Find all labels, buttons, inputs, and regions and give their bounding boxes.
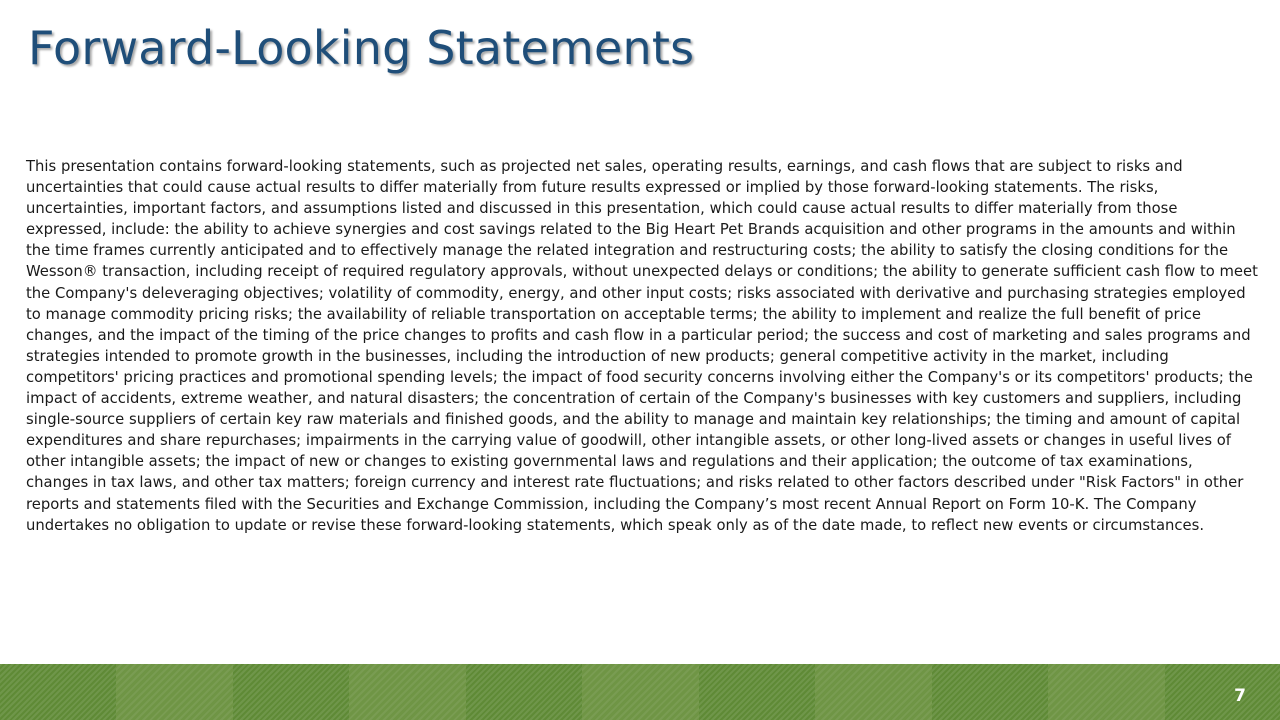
footer-pattern-block <box>1165 664 1280 720</box>
page-number: 7 <box>1234 686 1246 706</box>
disclaimer-paragraph: This presentation contains forward-looking statements, such as projected net sales, operating results, earnings, and cash flows that are subject to risks and uncertainties that could cause actual results to differ materially from future results expressed or implied by those forward-looking statements. The risks, uncertainties, important factors, and assumptions listed and discussed in this presentation, which could cause actual results to differ materially from those expressed, include: the ability to achieve synergies and cost savings related to the Big Heart Pet Brands acquisition and other programs in the amounts and within the time frames currently anticipated and to effectively manage the related integration and restructuring costs; the ability to satisfy the closing conditions for the Wesson® transaction, including receipt of required regulatory approvals, without unexpected delays or conditions; the ability to generate sufficient cash flow to meet the Company's deleveraging objectives; volatility of commodity, energy, and other input costs; risks associated with derivative and purchasing strategies employed to manage commodity pricing risks; the availability of reliable transportation on acceptable terms; the ability to implement and realize the full benefit of price changes, and the impact of the timing of the price changes to profits and cash flow in a particular period; the success and cost of marketing and sales programs and strategies intended to promote growth in the businesses, including the introduction of new products; general competitive activity in the market, including competitors' pricing practices and promotional spending levels; the impact of food security concerns involving either the Company's or its competitors' products; the impact of accidents, extreme weather, and natural disasters; the concentration of certain of the Company's businesses with key customers and suppliers, including single-source suppliers of certain key raw materials and finished goods, and the ability to manage and maintain key relationships; the timing and amount of capital expenditures and share repurchases; impairments in the carrying value of goodwill, other intangible assets, or other long-lived assets or changes in useful lives of other intangible assets; the impact of new or changes to existing governmental laws and regulations and their application; the outcome of tax examinations, changes in tax laws, and other tax matters; foreign currency and interest rate fluctuations; and risks related to other factors described under "Risk Factors" in other reports and statements filed with the Securities and Exchange Commission, including the Company’s most recent Annual Report on Form 10-K. The Company undertakes no obligation to update or revise these forward-looking statements, which speak only as of the date made, to reflect new events or circumstances. <box>26 158 1258 534</box>
footer-pattern-block <box>0 664 116 720</box>
slide-title: Forward-Looking Statements <box>28 21 695 75</box>
footer-pattern-block <box>466 664 582 720</box>
footer-pattern-block <box>932 664 1048 720</box>
footer-pattern-block <box>699 664 815 720</box>
footer-pattern-block <box>233 664 349 720</box>
footer-band <box>0 664 1280 720</box>
